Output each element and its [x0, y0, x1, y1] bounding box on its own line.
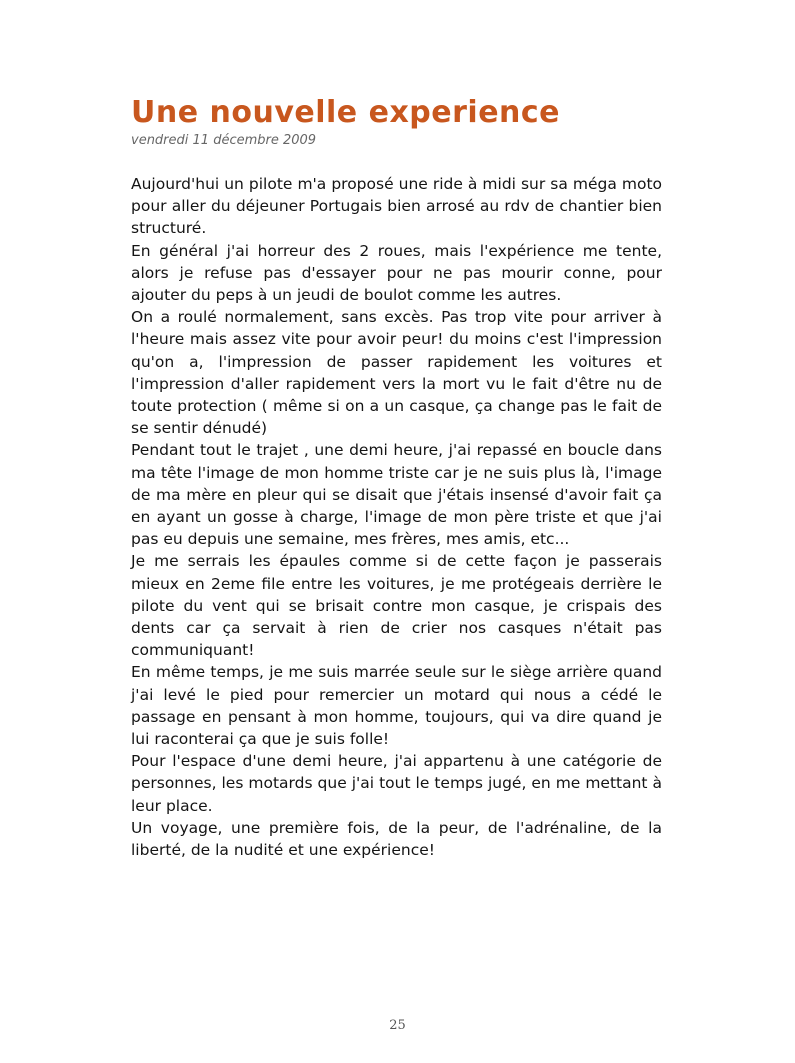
paragraph: En général j'ai horreur des 2 roues, mais l'expérience me tente, alors je refuse pas d'essayer pour ne pas mourir conne, pour ajouter du peps à un jeudi de boulot comme les autres. [131, 241, 662, 305]
paragraph: En même temps, je me suis marrée seule sur le siège arrière quand j'ai levé le pied pour remercier un motard qui nous a cédé le passage en pensant à mon homme, toujours, qui va dire quand je lui raconterai ça que je suis folle! [131, 663, 662, 749]
article-body [131, 173, 662, 861]
paragraph: Pendant tout le trajet , une demi heure, j'ai repassé en boucle dans ma tête l'image de mon homme triste car je ne suis plus là, l'image de ma mère en pleur qui se disait que j'étais insensé d'avoir fait ça en ayant un gosse à charge, l'image de mon père triste et que j'ai pas eu depuis une semaine, mes frères, mes amis, etc... [131, 441, 662, 549]
paragraph: Je me serrais les épaules comme si de cette façon je passerais mieux en 2eme file entre les voitures, je me protégeais derrière le pilote du vent qui se brisait contre mon casque, je crispais des dents car ça servait à rien de crier nos casques n'était pas communiquant! [131, 552, 662, 660]
post-content [131, 96, 662, 861]
post-date: vendredi 11 décembre 2009 [131, 133, 317, 148]
paragraph: Aujourd'hui un pilote m'a proposé une ride à midi sur sa méga moto pour aller du déjeuner Portugais bien arrosé au rdv de chantier bien structuré. [131, 175, 662, 238]
paragraph: On a roulé normalement, sans excès. Pas trop vite pour arriver à l'heure mais assez vite pour avoir peur! du moins c'est l'impression qu'on a, l'impression de passer rapidement les voitures et l'impression d'aller rapidement vers la mort vu le fait d'être nu de toute protection ( même si on a un casque, ça change pas le fait de se sentir dénudé) [131, 308, 662, 438]
page-title: Une nouvelle experience [131, 95, 561, 130]
page-number: 25 [389, 1018, 406, 1033]
paragraph: Pour l'espace d'une demi heure, j'ai appartenu à une catégorie de personnes, les motards que j'ai tout le temps jugé, en me mettant à leur place. [131, 752, 662, 815]
paragraph: Un voyage, une première fois, de la peur, de l'adrénaline, de la liberté, de la nudité et une expérience! [131, 818, 662, 860]
